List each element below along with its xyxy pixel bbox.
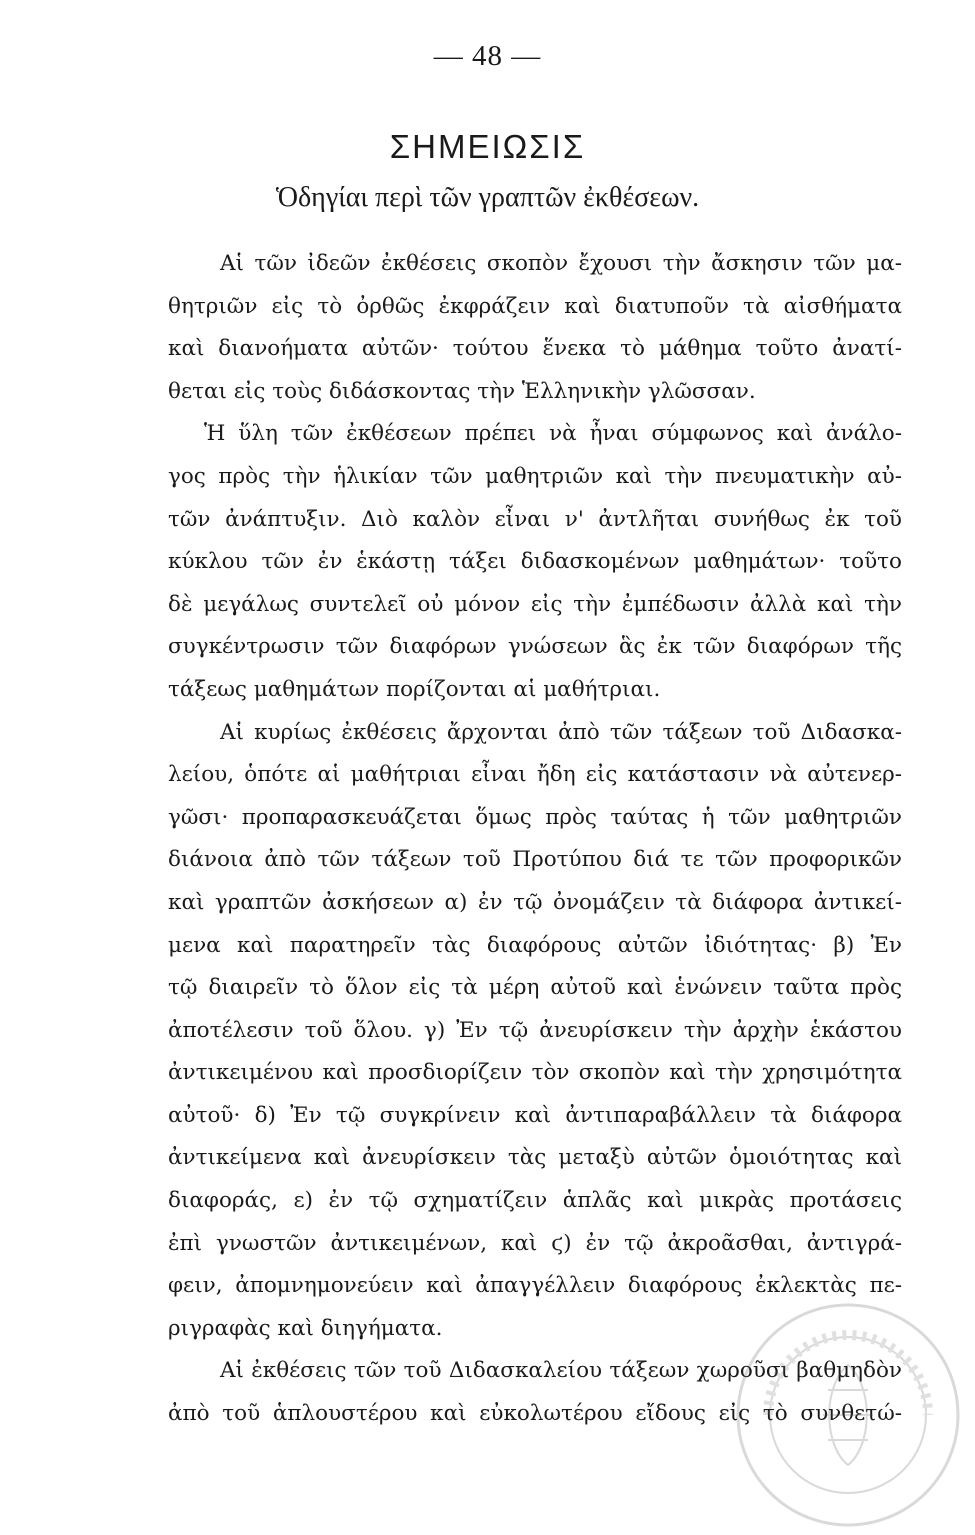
text-line: δὲ μεγάλως συντελεῖ οὐ μόνον εἰς τὴν ἐμπέδωσιν ἀλλὰ καὶ τὴν xyxy=(168,591,902,617)
text-line: μενα καὶ παρατηρεῖν τὰς διαφόρους αὐτῶν ἰδιότητας· β) Ἐν xyxy=(168,932,902,958)
text-line: κύκλου τῶν ἐν ἑκάστῃ τάξει διδασκομένων μαθημάτων· τοῦτο xyxy=(168,549,902,575)
text-line: γῶσι· προπαρασκευάζεται ὅμως πρὸς ταύτας ἡ τῶν μαθητριῶν xyxy=(168,804,902,830)
text-line: ἀντικείμενα καὶ ἀνευρίσκειν τὰς μεταξὺ αὐτῶν ὁμοιότητας καὶ xyxy=(168,1145,902,1171)
text-line: καὶ διανοήματα αὐτῶν· τούτου ἕνεκα τὸ μάθημα τοῦτο ἀνατί- xyxy=(168,336,902,362)
text-line: Αἱ τῶν ἰδεῶν ἐκθέσεις σκοπὸν ἔχουσι τὴν ἄσκησιν τῶν μα- xyxy=(220,251,902,276)
text-line: τῷ διαιρεῖν τὸ ὅλον εἰς τὰ μέρη αὐτοῦ καὶ ἑνώνειν ταῦτα πρὸς xyxy=(168,975,902,1001)
text-line: διαφοράς, ε) ἐν τῷ σχηματίζειν ἁπλᾶς καὶ μικρὰς προτάσεις xyxy=(168,1188,902,1214)
text-line: ἀπὸ τοῦ ἁπλουστέρου καὶ εὐκολωτέρου εἴδους εἰς τὸ συνθετώ- xyxy=(168,1401,902,1427)
text-line: ἀποτέλεσιν τοῦ ὅλου. γ) Ἐν τῷ ἀνευρίσκειν τὴν ἀρχὴν ἑκάστου xyxy=(168,1017,902,1043)
text-line: θεται εἰς τοὺς διδάσκοντας τὴν Ἑλληνικὴν γλῶσσαν. xyxy=(168,378,756,404)
text-line: Αἱ κυρίως ἐκθέσεις ἄρχονται ἀπὸ τῶν τάξεων τοῦ Διδασκα- xyxy=(220,719,902,745)
text-line: αὐτοῦ· δ) Ἐν τῷ συγκρίνειν καὶ ἀντιπαραβάλλειν τὰ διάφορα xyxy=(168,1102,902,1128)
text-line: φειν, ἀπομνημονεύειν καὶ ἀπαγγέλλειν διαφόρους ἐκλεκτὰς πε- xyxy=(168,1273,902,1299)
text-line: ριγραφὰς καὶ διηγήματα. xyxy=(168,1315,443,1341)
text-line: ἀντικειμένου καὶ προσδιορίζειν τὸν σκοπὸν καὶ τὴν χρησιμότητα xyxy=(168,1060,902,1086)
text-line: ἐπὶ γνωστῶν ἀντικειμένων, καὶ ϛ) ἐν τῷ ἀκροᾶσθαι, ἀντιγρά- xyxy=(168,1230,902,1256)
text-line: τάξεως μαθημάτων πορίζονται αἱ μαθήτριαι. xyxy=(168,676,661,702)
text-line: λείου, ὁπότε αἱ μαθήτριαι εἶναι ἤδη εἰς κατάστασιν νὰ αὐτενερ- xyxy=(168,762,902,788)
body-text xyxy=(168,243,902,1436)
text-line: Ἡ ὕλη τῶν ἐκθέσεων πρέπει νὰ ἦναι σύμφωνος καὶ ἀνάλο- xyxy=(204,421,902,447)
text-line: Αἱ ἐκθέσεις τῶν τοῦ Διδασκαλείου τάξεων χωροῦσι βαθμηδὸν xyxy=(220,1358,902,1384)
section-subheading: Ὁδηγίαι περὶ τῶν γραπτῶν ἐκθέσεων. xyxy=(275,182,700,213)
text-line: συγκέντρωσιν τῶν διαφόρων γνώσεων ἃς ἐκ τῶν διαφόρων τῆς xyxy=(168,634,902,660)
text-line: θητριῶν εἰς τὸ ὀρθῶς ἐκφράζειν καὶ διατυποῦν τὰ αἰσθήματα xyxy=(168,293,902,319)
library-stamp-watermark xyxy=(728,1295,968,1535)
text-line: καὶ γραπτῶν ἀσκήσεων α) ἐν τῷ ὀνομάζειν τὰ διάφορα ἀντικεί- xyxy=(168,889,902,915)
section-heading: ΣΗΜΕΙΩΣΙΣ xyxy=(389,128,586,165)
text-line: γος πρὸς τὴν ἡλικίαν τῶν μαθητριῶν καὶ τὴν πνευματικὴν αὐ- xyxy=(168,463,902,489)
text-line: διάνοια ἀπὸ τῶν τάξεων τοῦ Προτύπου διά τε τῶν προφορικῶν xyxy=(168,847,902,873)
page-number: — 48 — xyxy=(433,40,542,72)
text-line: τῶν ἀνάπτυξιν. Διὸ καλὸν εἶναι ν' ἀντλῆται συνήθως ἐκ τοῦ xyxy=(168,506,902,532)
